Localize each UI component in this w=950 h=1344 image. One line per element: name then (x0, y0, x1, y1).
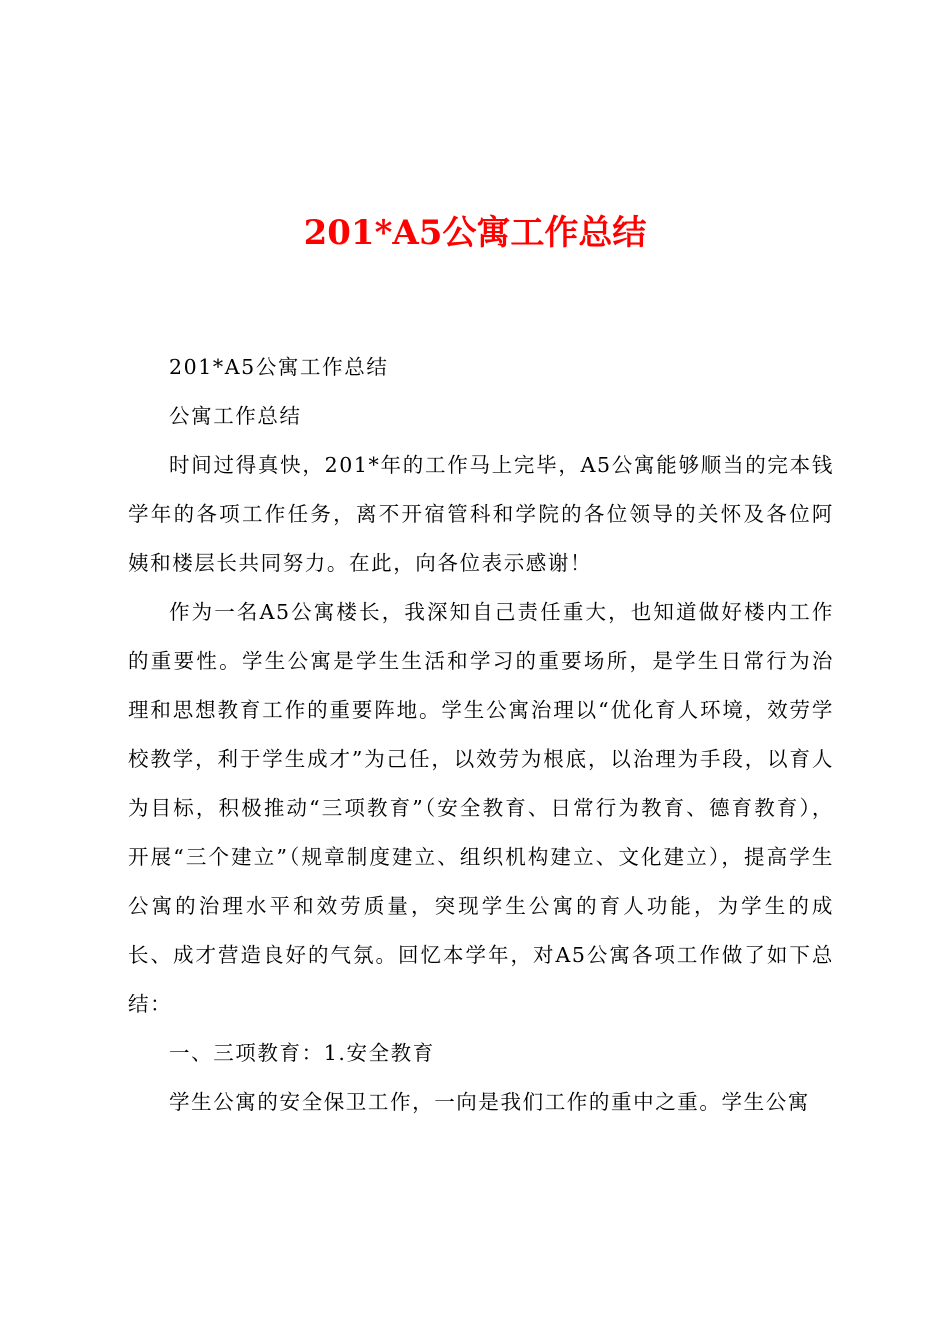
paragraph: 201*A5公寓工作总结 (169, 355, 389, 379)
document-body (128, 343, 834, 1127)
paragraph: 作为一名A5公寓楼长，我深知自己责任重大，也知道做好楼内工作的重要性。学生公寓是学生生活和学习的重要场所，是学生日常行为治理和思想教育工作的重要阵地。学生公寓治理以“优化育人环境，效劳学校教学，利于学生成才”为己任，以效劳为根底，以治理为手段，以育人为目标，积极推动“三项教育”（安全教育、日常行为教育、德育教育），开展“三个建立”（规章制度建立、组织机构建立、文化建立），提高学生公寓的治理水平和效劳质量，突现学生公寓的育人功能，为学生的成长、成才营造良好的气氛。回忆本学年，对A5公寓各项工作做了如下总结： (128, 600, 834, 1016)
paragraph: 学生公寓的安全保卫工作，一向是我们工作的重中之重。学生公寓 (169, 1090, 810, 1114)
document-title: 201*A5公寓工作总结 (303, 213, 647, 253)
paragraph: 一、三项教育：1.安全教育 (169, 1041, 435, 1065)
paragraph: 时间过得真快，201*年的工作马上完毕，A5公寓能够顺当的完本钱学年的各项工作任务，离不开宿管科和学院的各位领导的关怀及各位阿姨和楼层长共同努力。在此，向各位表示感谢！ (128, 453, 834, 575)
paragraph: 公寓工作总结 (169, 404, 302, 428)
